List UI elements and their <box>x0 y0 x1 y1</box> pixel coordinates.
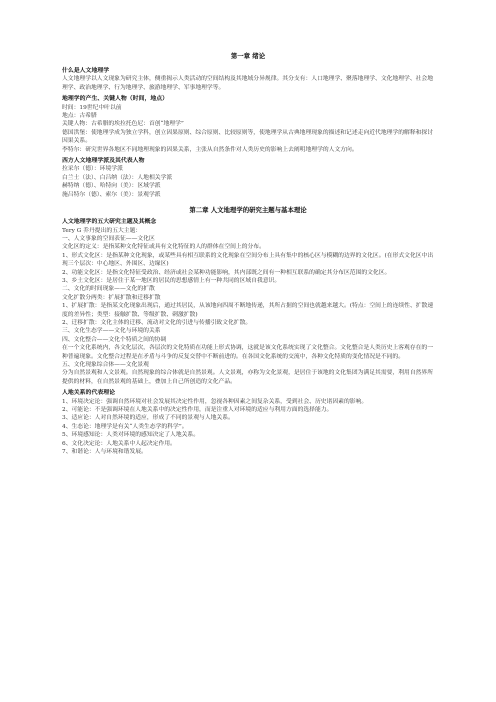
paragraph: 6、文化决定论：人地关系中人起决定作用。 <box>62 440 176 447</box>
ch1-section-3 <box>62 157 434 199</box>
paragraph: 3、乡土文化区：是居住于某一地区的居民的思想感情上有一种共同的区域自我意识。 <box>62 277 281 284</box>
paragraph: 人文地理学以人文现象为研究主体，侧重揭示人类活动的空间结构及其地域分异规律。其分支有：人口地理学、聚落地理学、文化地理学、社会地理学、政治地理学、行为地理学、旅游地理学、军事地理学等。 <box>62 76 434 91</box>
ch2-section-2 <box>62 389 434 456</box>
paragraph: 二、文化的时间现象——文化的扩散 <box>62 286 155 293</box>
paragraph: 拉采尔（德）：环境学派 <box>62 166 123 173</box>
section-heading: 人地关系的代表理论 <box>62 390 116 397</box>
paragraph: 德国洪堡：使地理学成为独立学科，创立因果原则、综合原则、比较原则等，使地理学从古典地理现象的描述和记述走向近代地理学的解释和探讨因果关系。 <box>62 129 434 145</box>
ch1-section-2 <box>62 95 434 154</box>
chapter-2-title: 第二章 人文地理学的研究主题与基本理论 <box>189 206 307 215</box>
paragraph: 三、文化生态学——文化与环境的关系 <box>62 328 161 335</box>
paragraph: 3、适应论：人对自然环境的适应，形成了不同的景观与人地关系。 <box>62 415 234 422</box>
paragraph: 时间：19世纪中叶以前 <box>62 104 122 111</box>
section-heading: 地理学的产生、关键人物（时间，地点） <box>62 96 169 103</box>
section-heading: 西方人文地理学派及其代表人物 <box>62 158 145 165</box>
ch1-section-1 <box>62 67 434 92</box>
paragraph: 2、迁移扩散：文化主体的迁移、流动对文化的引进与传播引致文化扩散。 <box>62 319 252 326</box>
chapter-1-title: 第一章 绪论 <box>230 52 266 60</box>
paragraph: Tery G 乔丹提出的五大主题： <box>62 227 142 234</box>
paragraph: 7、和谐论：人与环境和谐发展。 <box>62 449 147 456</box>
paragraph: 1、扩展扩散：是指某文化现象出现后，通过其居民，从该地向四周不断地传递，其所占据的空间也就越来越大。(特点：空间上的连续性、扩散速度的差异性；类型：接触扩散、等级扩散、刺激扩散) <box>62 303 434 318</box>
ch2-section-1 <box>62 218 434 386</box>
paragraph: 在一个文化系统内，各文化层次，各层次的文化特质在功能上形式协调，这就是该文化系统实现了文化整合。文化整合是人类历史上客观存在的一种普遍现象。文化整合过程是在矛盾与斗争的反复交替中不断前进的。在各国文化系统的交流中，各种文化特质的变化情况是不同的。 <box>62 345 434 360</box>
section-heading: 什么是人文地理学 <box>62 68 110 74</box>
paragraph: 1、形式文化区：是指某种文化现象，或某些具有相互联系的文化现象在空间分布上具有集中的核心区与模糊的边界的文化区。(在形式文化区中出现三个层次：中心地区、外围区、边缘区) <box>62 252 434 268</box>
paragraph: 地点：古希腊 <box>62 113 97 120</box>
paragraph: 文化扩散分两类：扩展扩散和迁移扩散 <box>62 294 161 301</box>
paragraph: 李特尔：研究世界各地区不同地理现象的因果关系，主张从自然条件对人类历史的影响上去阐明地理学的人文方向。 <box>62 146 358 153</box>
paragraph: 四、文化整合——文化个特质之间的协调 <box>62 336 167 343</box>
paragraph: 施吕特尔（德）、索尔（美）：景观学派 <box>62 191 161 198</box>
paragraph: 赫特纳（德）、哈特向（美）：区域学派 <box>62 183 161 190</box>
document-page <box>62 52 434 456</box>
paragraph: 4、生态论：地理学是有关“人类生态学的科学”。 <box>62 423 188 430</box>
paragraph: 5、环境感知论：人类对环境的感知决定了人地关系。 <box>62 432 200 439</box>
paragraph: 分为自然景观和人文景观。自然现象的综合体就是自然景观。人文景观，亦称为文化景观，是居住于该地的文化集团为满足其需要，利用自然界所提供的材料，在自然景观的基础上，叠加上自己所创造的文化产品。 <box>62 370 434 385</box>
paragraph: 白兰士（法）、白吕纳（法）：人地相关学派 <box>62 174 173 181</box>
paragraph: 一、人文事象的空间表征——文化区 <box>62 235 155 242</box>
paragraph: 2、功能文化区：是指文化特征受政治、经济或社会某种功能影响，其内部既之间有一种相互联系的确定其分布区范围的文化区。 <box>62 269 391 276</box>
paragraph: 文化区的定义：是指某种文化特征或具有文化特征的人的群体在空间上的分布。 <box>62 244 265 251</box>
section-heading: 人文地理学的五大研究主题及其概念 <box>62 219 157 226</box>
paragraph: 关键人物：古希腊的埃拉托色尼：首创“地理学” <box>62 121 184 128</box>
paragraph: 1、环境决定论：强调自然环境对社会发展其决定性作用，忽视各种因素之间复杂关系，受到社会、历史诸因素的影响。 <box>62 398 368 405</box>
paragraph: 2、可能论：不是强调环境在人地关系中的决定性作用，而是注重人对环境的适应与利用方面的选择能力。 <box>62 407 333 414</box>
paragraph: 五、文化现象综合体——文化景观 <box>62 362 149 368</box>
